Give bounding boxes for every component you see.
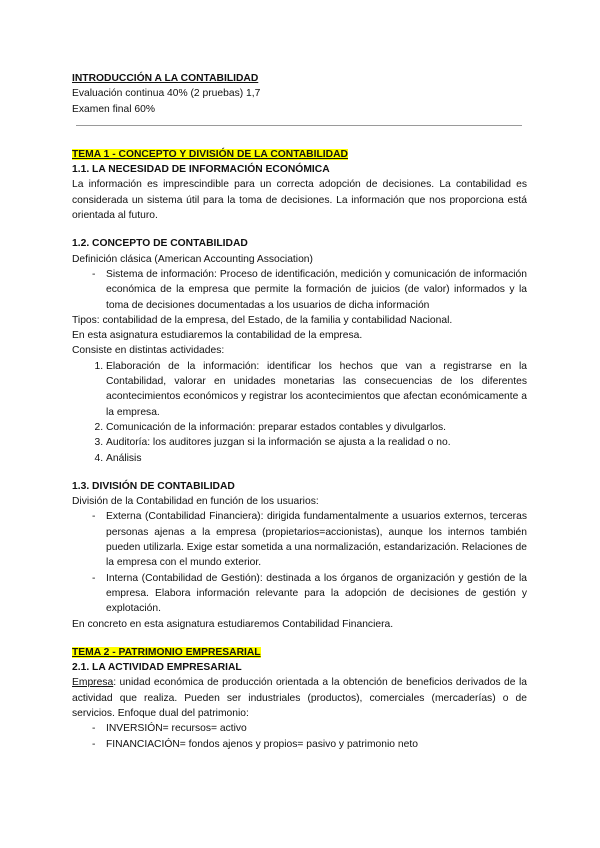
empresa-term: Empresa bbox=[72, 677, 114, 689]
list-item: - Externa (Contabilidad Financiera): dirigida fundamentalmente a usuarios externos, terceras personas ajenas a la empresa (propietarios=accionistas), aunque los internos también pueden utilizarla. Exige estar sometida a una normalización, estandarización. Relaciones de la empresa con el mundo exterior. bbox=[72, 509, 527, 570]
list-item: 1. Elaboración de la información: identificar los hechos que van a registrarse en la Contabilidad, valorar en unidades monetarias las consecuencias de los diferentes acontecimientos económicos y registrar los acontecimientos que afectan económicamente a la empresa. bbox=[106, 359, 527, 420]
intro-title: INTRODUCCIÓN A LA CONTABILIDAD bbox=[72, 73, 259, 84]
section-1-2-heading: 1.2. CONCEPTO DE CONTABILIDAD bbox=[72, 238, 248, 250]
section-1-3-heading: 1.3. DIVISIÓN DE CONTABILIDAD bbox=[72, 480, 235, 492]
evaluation-line: Evaluación continua 40% (2 pruebas) 1,7 bbox=[72, 88, 261, 100]
document-page bbox=[72, 71, 527, 752]
section-1-1-text: La información es imprescindible para un correcta adopción de decisiones. La contabilidad es considerada un sistema útil para la toma de decisiones. La información que nos proporciona está orientada al futuro. bbox=[72, 179, 527, 222]
list-item: - FINANCIACIÓN= fondos ajenos y propios= pasivo y patrimonio neto bbox=[72, 737, 527, 752]
consiste-line: Consiste en distintas actividades: bbox=[72, 345, 225, 357]
list-item: 3. Auditoría: los auditores juzgan si la información se ajusta a la realidad o no. bbox=[106, 435, 527, 450]
list-item: - Sistema de información: Proceso de identificación, medición y comunicación de información económica de la empresa que permite la formación de juicios (de valor) informados y la toma de decisiones documentadas a los usuarios de dicha información bbox=[72, 267, 527, 313]
horizontal-divider bbox=[76, 125, 522, 126]
tema1-title: TEMA 1 - CONCEPTO Y DIVISIÓN DE LA CONTABILIDAD bbox=[72, 148, 348, 160]
list-item: 4. Análisis bbox=[106, 451, 527, 466]
list-item: 2. Comunicación de la información: preparar estados contables y divulgarlos. bbox=[106, 420, 527, 435]
asignatura-line: En esta asignatura estudiaremos la contabilidad de la empresa. bbox=[72, 330, 363, 342]
section-1-1-heading: 1.1. LA NECESIDAD DE INFORMACIÓN ECONÓMICA bbox=[72, 164, 330, 176]
activities-list bbox=[72, 359, 527, 466]
section-2-1-heading: 2.1. LA ACTIVIDAD EMPRESARIAL bbox=[72, 662, 242, 674]
tipos-line: Tipos: contabilidad de la empresa, del Estado, de la familia y contabilidad Nacional. bbox=[72, 314, 453, 326]
definition-line: Definición clásica (American Accounting Association) bbox=[72, 253, 313, 265]
exam-line: Examen final 60% bbox=[72, 103, 155, 115]
closing-line: En concreto en esta asignatura estudiaremos Contabilidad Financiera. bbox=[72, 618, 394, 630]
section-2-1-text: Empresa: unidad económica de producción orientada a la obtención de beneficios derivados de la actividad que realiza. Pueden ser industriales (productos), comerciales (mercaderías) o de servicios. Enfoque dual del patrimonio: bbox=[72, 677, 527, 719]
list-item: - INVERSIÓN= recursos= activo bbox=[72, 721, 527, 736]
list-item: - Interna (Contabilidad de Gestión): destinada a los órganos de organización y gestión de la empresa. Elabora información relevante para la adopción de decisiones de gestión y explotación. bbox=[72, 571, 527, 617]
tema2-title: TEMA 2 - PATRIMONIO EMPRESARIAL bbox=[72, 646, 261, 658]
division-intro: División de la Contabilidad en función de los usuarios: bbox=[72, 496, 319, 508]
